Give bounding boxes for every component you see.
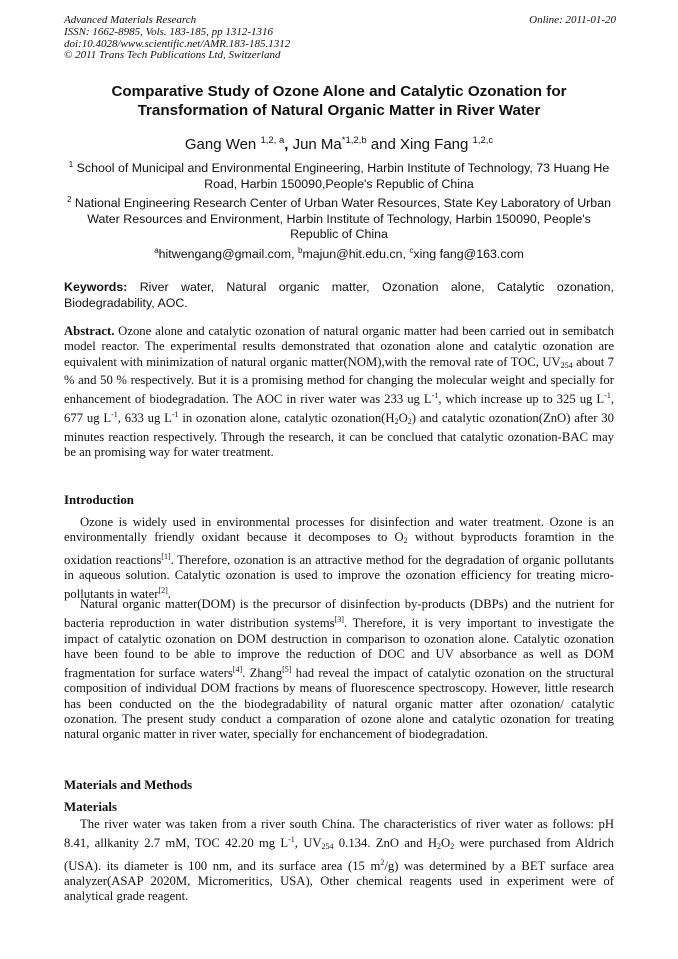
paragraph-text: /g) was determined by a BET surface area analyzer(ASAP 2020M, Micromeritics, USA), Other chemical reagents used in experiment were of analytical grade reagent. bbox=[64, 858, 614, 904]
citation-ref: [4] bbox=[232, 665, 243, 675]
subscript: 2 bbox=[437, 842, 442, 852]
affiliation-1 bbox=[64, 157, 614, 192]
abstract-text: in ozonation alone, catalytic ozonation(H bbox=[182, 411, 395, 426]
author-1-name: Gang Wen bbox=[184, 136, 257, 153]
paragraph-text: had reveal the impact of catalytic ozonation on the structural composition of individual DOM fractions by means of fluorescence spectroscopy. However, little research has been conducted on the the biodegradability of natural organic matter after ozonation/ catalytic ozonation. The present study conduct a comparation of ozone alone and catalytic ozonation for treating natural organic matter in river water, specially for enchancement of biodegradation. bbox=[64, 666, 614, 742]
journal-header bbox=[64, 15, 616, 62]
section-heading-introduction: Introduction bbox=[64, 493, 134, 507]
abstract-text: about 7 % and 50 % respectively. But it is a promising method for changing the molecular weight and specially for enhancement of biodegradation. The AOC in river water was 233 ug L bbox=[64, 354, 615, 407]
subscript: 2 bbox=[394, 417, 399, 427]
title-line-1: Comparative Study of Ozone Alone and Catalytic Ozonation for bbox=[111, 83, 567, 100]
affiliation-2 bbox=[64, 192, 614, 243]
paragraph-text: Ozone is widely used in environmental processes for disinfection and water treatment. Ozone is an environmentally friendly oxidant because it decomposes to O bbox=[64, 515, 614, 545]
keywords-text: River water, Natural organic matter, Ozonation alone, Catalytic ozonation, Biodegradability, AOC. bbox=[64, 280, 614, 310]
citation-ref: [2] bbox=[158, 586, 168, 596]
subscript: 254 bbox=[321, 842, 334, 852]
intro-paragraph-1 bbox=[64, 515, 614, 602]
abstract-block bbox=[64, 324, 614, 460]
author-separator: , bbox=[284, 136, 289, 153]
paragraph-text: O bbox=[441, 836, 451, 851]
paragraph-text: . bbox=[167, 587, 171, 602]
issn-line: ISSN: 1662-8985, Vols. 183-185, pp 1312-1316 bbox=[64, 25, 273, 38]
paragraph-text: , UV bbox=[294, 836, 322, 851]
affiliation-1-number: 1 bbox=[68, 160, 74, 169]
author-list bbox=[64, 131, 614, 155]
paragraph-text: without byproducts foramtion in the oxidation reactions bbox=[64, 530, 614, 567]
copyright-line: © 2011 Trans Tech Publications Ltd, Switzerland bbox=[64, 49, 281, 62]
email-c: xing fang@163.com bbox=[413, 247, 524, 261]
keywords-block bbox=[64, 280, 614, 311]
author-1-affil: 1,2, a bbox=[260, 135, 285, 146]
subscript: 254 bbox=[560, 360, 573, 370]
citation-ref: [5] bbox=[282, 665, 292, 675]
author-2-affil: *1,2,b bbox=[341, 135, 367, 146]
abstract-text: , 633 ug L bbox=[117, 411, 172, 426]
intro-paragraph-2 bbox=[64, 597, 614, 743]
email-a: hitwengang@gmail.com, bbox=[158, 247, 295, 261]
online-date: Online: 2011-01-20 bbox=[529, 14, 616, 26]
subscript: 2 bbox=[407, 417, 412, 427]
superscript: -1 bbox=[604, 391, 611, 401]
author-and: and bbox=[370, 136, 396, 153]
citation-ref: [1] bbox=[161, 551, 171, 561]
superscript: -1 bbox=[171, 410, 179, 420]
title-line-2: Transformation of Natural Organic Matter in River Water bbox=[137, 102, 541, 119]
paragraph-text: Natural organic matter(DOM) is the precursor of disinfection by-products (DBPs) and the nutrient for bacteria reproduction in water distribution systems bbox=[64, 597, 614, 631]
abstract-text: ) and catalytic ozonation(ZnO) after 30 minutes reaction respectively. Through the research, it can be conclued that catalytic ozonation-BAC may be an promising way for water treatment. bbox=[64, 411, 614, 460]
author-3-affil: 1,2,c bbox=[472, 135, 494, 146]
section-heading-materials-methods: Materials and Methods bbox=[64, 778, 193, 792]
superscript: 2 bbox=[380, 857, 385, 867]
materials-paragraph bbox=[64, 817, 614, 904]
abstract-text: , 677 ug L bbox=[64, 392, 614, 426]
doi-line: doi:10.4028/www.scientific.net/AMR.183-185.1312 bbox=[64, 37, 291, 50]
paragraph-text: were purchased from Aldrich (USA). its diameter is 100 nm, and its surface area (15 m bbox=[64, 836, 614, 873]
paragraph-text: . Zhang bbox=[242, 666, 283, 681]
superscript: -1 bbox=[111, 410, 118, 420]
subsection-heading-materials: Materials bbox=[64, 800, 117, 814]
abstract-label: Abstract. bbox=[64, 324, 115, 338]
superscript: -1 bbox=[288, 835, 295, 845]
paragraph-text: The river water was taken from a river south China. The characteristics of river water as follows: pH 8.41, allkanity 2.7 mM, TOC 42.20 mg L bbox=[64, 817, 614, 851]
email-b: majun@hit.edu.cn, bbox=[302, 247, 406, 261]
affiliation-2-text: National Engineering Research Center of Urban Water Resources, State Key Laboratory of Urban Water Resources and Environment, Harbin Institute of Technology, Harbin 150090, People's Republic of China bbox=[74, 196, 611, 242]
paragraph-text: 0.134. ZnO and H bbox=[338, 836, 438, 851]
author-emails bbox=[64, 243, 614, 263]
keywords-label: Keywords: bbox=[64, 280, 128, 294]
author-3-name: Xing Fang bbox=[399, 136, 469, 153]
author-2-name: Jun Ma bbox=[292, 136, 342, 153]
paragraph-text: . Therefore, ozonation is an attractive method for the degradation of organic pollutants in aqueous solution. Catalytic ozonation is used to improve the ozonation efficiency for treating micro-pollutants in water bbox=[64, 552, 614, 602]
abstract-text: Ozone alone and catalytic ozonation of natural organic matter had been carried out in semibatch model reactor. The experimental results demonstrated that ozonation alone and catalytic ozonation are equivalent with minimization of natural organic matter(NOM),with the removal rate of TOC, UV bbox=[64, 324, 614, 369]
email-b-marker: b bbox=[297, 246, 303, 255]
citation-ref: [3] bbox=[334, 615, 344, 625]
email-a-marker: a bbox=[154, 246, 159, 255]
journal-name: Advanced Materials Research bbox=[64, 14, 197, 26]
paragraph-text: . Therefore, it is very important to investigate the impact of catalytic ozonation on DOM destruction in comparison to ozonation alone. Catalytic ozonation have been found to be able to improve the reduction of DOC and UV absorbance as well as DOM fragmentation for surface waters bbox=[64, 616, 615, 681]
subscript: 2 bbox=[450, 842, 455, 852]
affiliation-2-number: 2 bbox=[67, 195, 72, 204]
abstract-text: O bbox=[398, 411, 408, 426]
email-c-marker: c bbox=[409, 246, 414, 255]
affiliation-1-text: School of Municipal and Environmental Engineering, Harbin Institute of Technology, 73 Huang He Road, Harbin 150090,People's Republic of China bbox=[76, 161, 610, 191]
superscript: -1 bbox=[431, 391, 439, 401]
abstract-text: , which increase up to 325 ug L bbox=[438, 392, 605, 407]
subscript: 2 bbox=[403, 536, 408, 546]
paper-title bbox=[64, 82, 614, 120]
